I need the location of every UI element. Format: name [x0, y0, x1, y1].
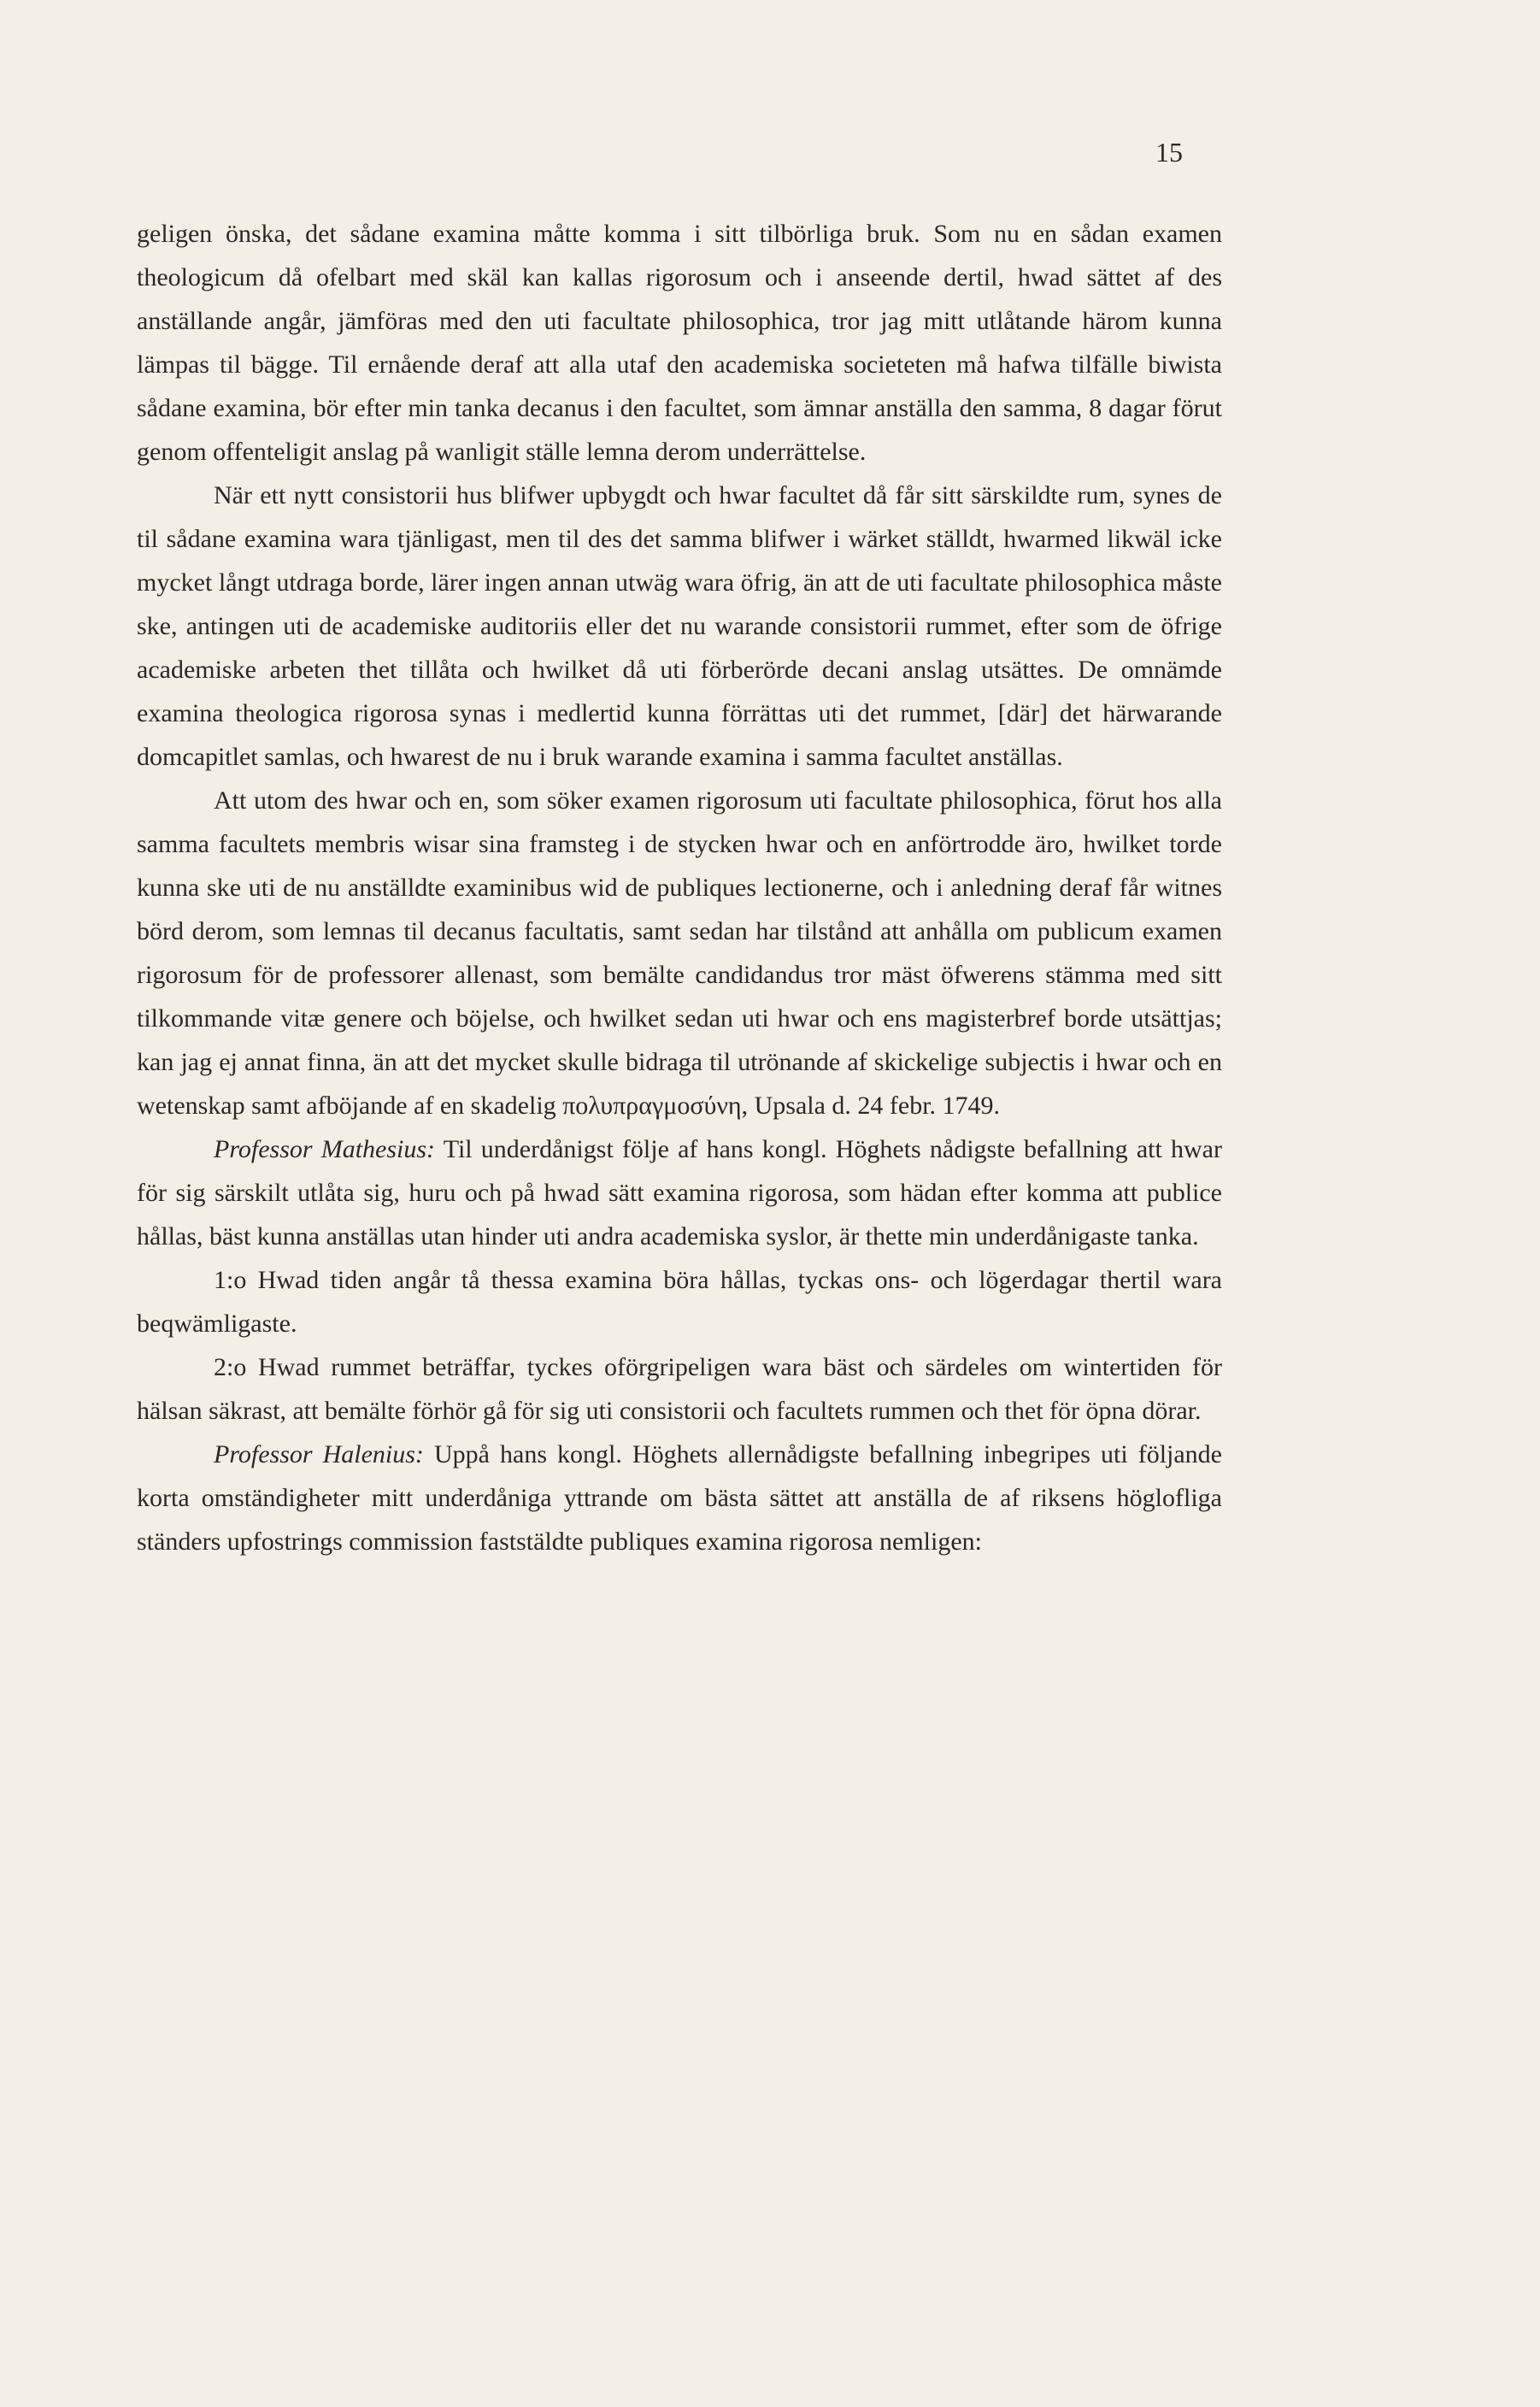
- paragraph-1: [137, 212, 1222, 474]
- speaker-mathesius: Professor Mathesius:: [214, 1135, 436, 1163]
- paragraph-6: [137, 1345, 1222, 1433]
- paragraph-1-text: geligen önska, det sådane examina måtte komma i sitt tilbörliga bruk. Som nu en sådan examen theologicum då ofelbart med skäl kan kallas rigorosum och i anseende dertil, hwad sättet af des anställande angår, jämföras med den uti facultate philosophica, tror jag mitt utlåtande härom kunna lämpas til bägge. Til ernående deraf att alla utaf den academiska societeten må hafwa tilfälle biwista sådane examina, bör efter min tanka decanus i den facultet, som ämnar anställa den samma, 8 dagar förut genom offenteligit anslag på wanligit ställe lemna derom underrättelse.: [137, 220, 1222, 466]
- paragraph-5: [137, 1258, 1222, 1345]
- paragraph-7: [137, 1433, 1222, 1563]
- page-number: 15: [1155, 137, 1183, 168]
- paragraph-2-text: När ett nytt consistorii hus blifwer upbygdt och hwar facultet då får sitt särskildte rum, synes de til sådane examina wara tjänligast, men til des det samma blifwer i wärket ställdt, hwarmed likwäl icke mycket långt utdraga borde, lärer ingen annan utwäg wara öfrig, än att de uti facultate philosophica måste ske, antingen uti de academiske auditoriis eller det nu warande consistorii rummet, efter som de öfrige academiske arbeten thet tillåta och hwilket då uti förberörde decani anslag utsättes. De omnämde examina theologica rigorosa synas i medlertid kunna förrättas uti det rummet, [där] det härwarande domcapitlet samlas, och hwarest de nu i bruk warande examina i samma facultet anställas.: [137, 481, 1222, 771]
- speaker-halenius: Professor Halenius:: [214, 1440, 424, 1468]
- paragraph-4-text: Til underdånigst följe af hans kongl. Höghets nådigste befallning att hwar för sig särskilt utlåta sig, huru och på hwad sätt examina rigorosa, som hädan efter komma att publice hållas, bäst kunna anställas utan hinder uti andra academiska syslor, är thette min underdånigaste tanka.: [137, 1135, 1222, 1251]
- paragraph-3-text: Att utom des hwar och en, som söker examen rigorosum uti facultate philosophica, förut hos alla samma facultets membris wisar sina framsteg i de stycken hwar och en anförtrodde äro, hwilket torde kunna ske uti de nu anställdte examinibus wid de publiques lectionerne, och i anledning deraf får witnes börd derom, som lemnas til decanus facultatis, samt sedan har tilstånd att anhålla om publicum examen rigorosum för de professorer allenast, som bemälte candidandus tror mäst öfwerens stämma med sitt tilkommande vitæ genere och böjelse, och hwilket sedan uti hwar och ens magisterbref borde utsättjas; kan jag ej annat finna, än att det mycket skulle bidraga til utrönande af skickelige subjectis i hwar och en wetenskap samt afböjande af en skadelig πολυπραγμοσύνη, Upsala d. 24 febr. 1749.: [137, 786, 1222, 1120]
- paragraph-2: [137, 474, 1222, 779]
- paragraph-6-text: 2:o Hwad rummet beträffar, tyckes oförgripeligen wara bäst och särdeles om wintertiden för hälsan säkrast, att bemälte förhör gå för sig uti consistorii och facultets rummen och thet för öpna dörar.: [137, 1353, 1222, 1425]
- body-text: [137, 212, 1222, 1563]
- paragraph-7-text: Uppå hans kongl. Höghets allernådigste befallning inbegripes uti följande korta omständigheter mitt underdåniga yttrande om bästa sättet att anställa de af riksens höglofliga ständers upfostrings commission faststäldte publiques examina rigorosa nemligen:: [137, 1440, 1222, 1556]
- paragraph-5-text: 1:o Hwad tiden angår tå thessa examina böra hållas, tyckas ons- och lögerdagar thertil wara beqwämligaste.: [137, 1266, 1222, 1338]
- paragraph-3: [137, 779, 1222, 1127]
- paragraph-4: [137, 1127, 1222, 1258]
